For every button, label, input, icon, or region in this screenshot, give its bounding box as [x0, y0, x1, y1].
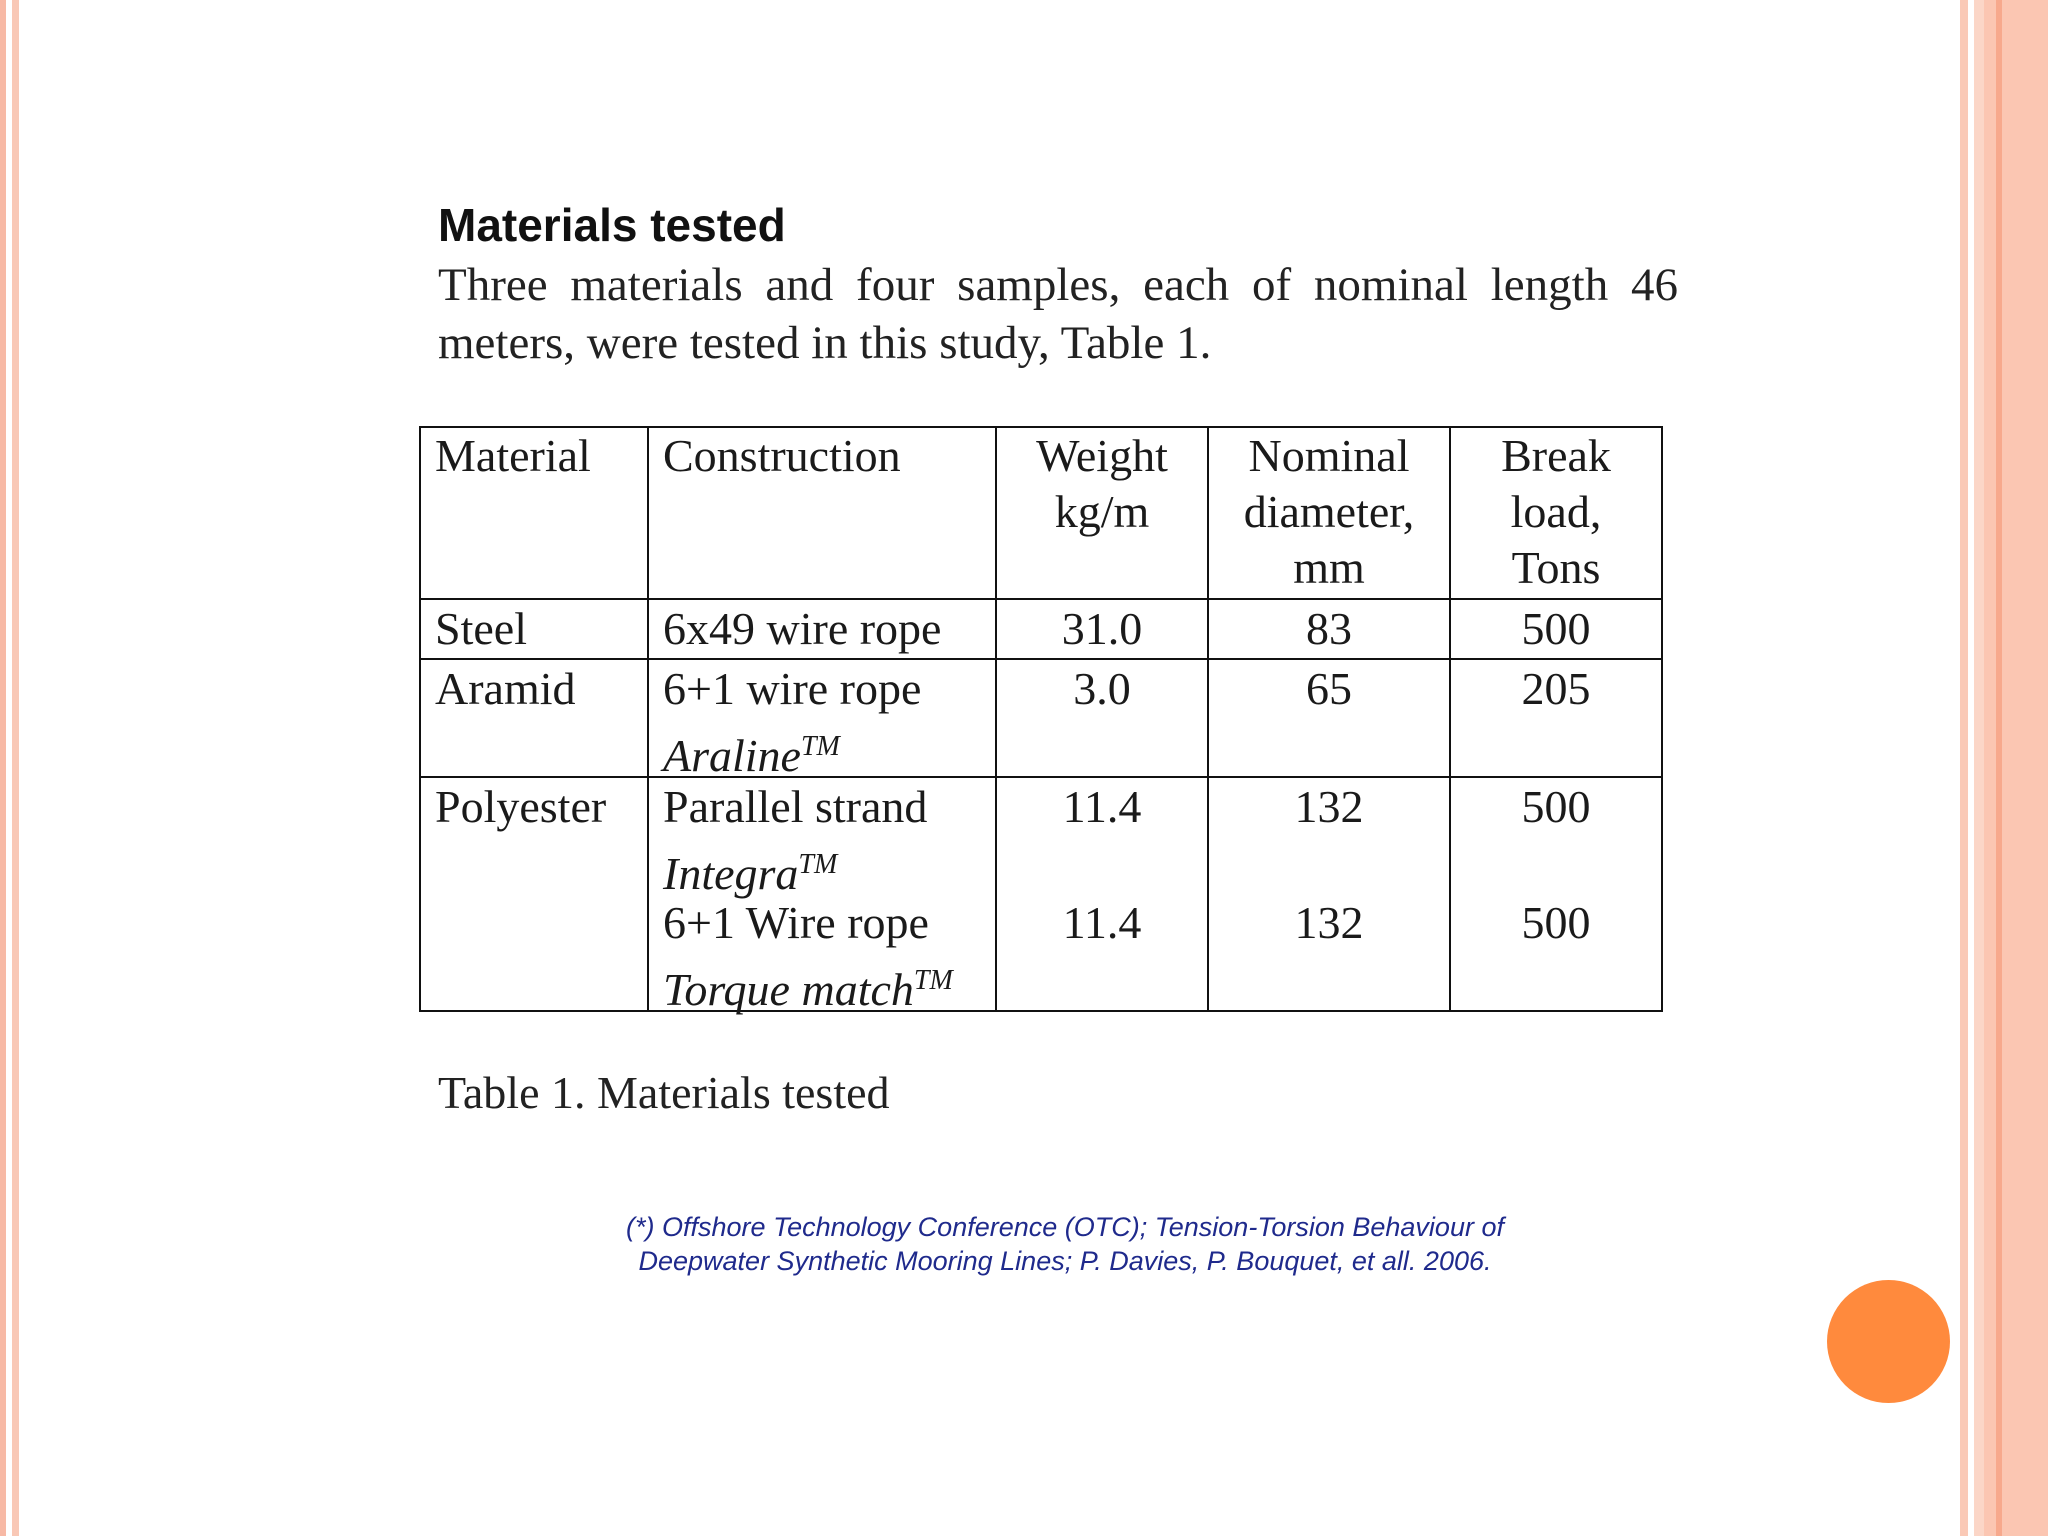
slide-border-right-stripe: [1960, 0, 1968, 1536]
header-construction: Construction: [648, 427, 996, 599]
intro-paragraph: Three materials and four samples, each of nominal length 46 meters, were tested in this study, Table 1.: [438, 259, 1678, 369]
cell-material: Steel: [420, 599, 648, 659]
header-break-line: load,: [1510, 486, 1602, 537]
cell-construction: 6x49 wire rope: [648, 599, 996, 659]
slide-border-left-outer: [0, 0, 6, 1536]
trade-name: Torque match™: [663, 964, 953, 1015]
trade-name: Araline™: [663, 730, 840, 781]
section-heading: Materials tested: [438, 199, 786, 251]
table-header-row: [420, 427, 1662, 599]
footnote-line: Deepwater Synthetic Mooring Lines; P. Davies, P. Bouquet, et all. 2006.: [638, 1246, 1492, 1276]
footnote-line: (*) Offshore Technology Conference (OTC); Tension-Torsion Behaviour of: [626, 1212, 1504, 1242]
header-diameter-unit: mm: [1293, 542, 1365, 593]
cell-construction: Parallel strand Integra™ 6+1 Wire rope Torque match™: [648, 777, 996, 1011]
slide-border-right-stripe: [1974, 0, 1984, 1536]
cell-break-load: 500: [1450, 599, 1662, 659]
materials-table: [419, 426, 1663, 1015]
header-weight: [996, 427, 1208, 599]
cell-material: Aramid: [420, 659, 648, 777]
header-diameter-line: diameter,: [1243, 486, 1415, 537]
header-weight-line: Weight: [1036, 430, 1168, 481]
header-material: Material: [420, 427, 648, 599]
header-break-line: Break: [1501, 430, 1611, 481]
reference-footnote: [560, 1210, 1570, 1278]
cell-diameter: 132 132: [1208, 777, 1450, 1011]
cell-weight: 11.4 11.4: [996, 777, 1208, 1011]
cell-diameter: 83: [1208, 599, 1450, 659]
cell-construction: 6+1 wire rope Araline™: [648, 659, 996, 777]
trade-name: Integra™: [663, 848, 838, 899]
cell-break-load: 500 500: [1450, 777, 1662, 1011]
table-row: [420, 777, 1662, 1011]
header-diameter-line: Nominal: [1248, 430, 1410, 481]
header-break-unit: Tons: [1511, 542, 1601, 593]
slide-border-left-inner: [12, 0, 19, 1536]
cell-break-load: 205: [1450, 659, 1662, 777]
slide-border-right-stripe: [1996, 0, 2002, 1536]
cell-weight: 3.0: [996, 659, 1208, 777]
header-break-load: [1450, 427, 1662, 599]
cell-weight: 31.0: [996, 599, 1208, 659]
table-caption: Table 1. Materials tested: [438, 1067, 890, 1118]
cell-diameter: 65: [1208, 659, 1450, 777]
header-diameter: [1208, 427, 1450, 599]
header-weight-unit: kg/m: [1054, 486, 1150, 537]
decorative-circle: [1827, 1280, 1950, 1403]
slide-border-right-band: [1984, 0, 2048, 1536]
table-row: [420, 599, 1662, 659]
table-row: [420, 659, 1662, 777]
cell-material: Polyester: [420, 777, 648, 1011]
